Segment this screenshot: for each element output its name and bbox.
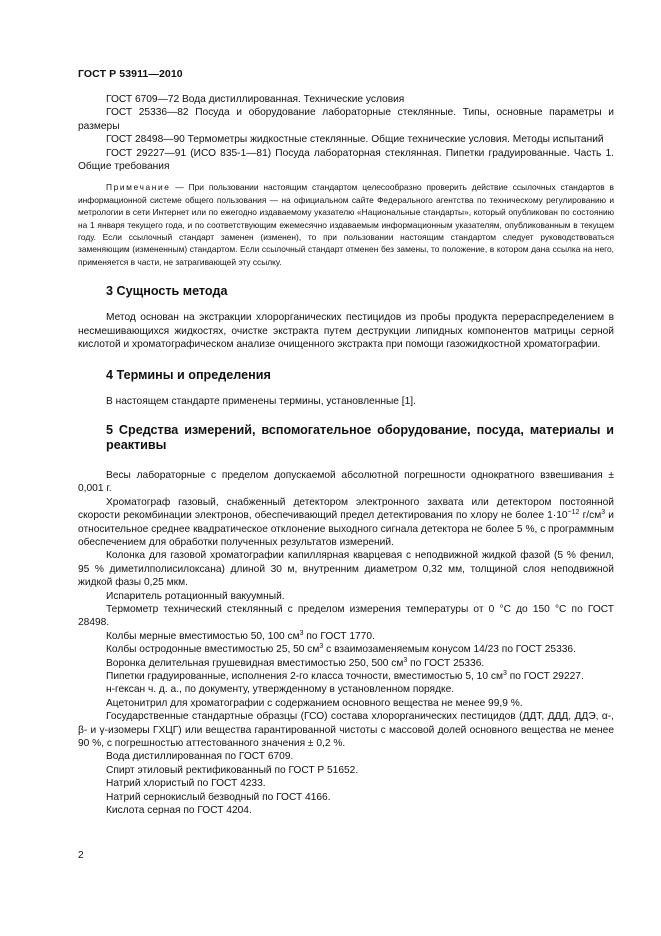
item-pipettes: Пипетки градуированные, исполнения 2-го класса точности, вместимостью 5, 10 $см^3$ по ГОСТ 29227. bbox=[106, 670, 584, 682]
item-thermometer: Термометр технический стеклянный с пределом измерения температуры от 0 °С до 150 °С по ГОСТ 28498. bbox=[78, 603, 614, 629]
item-gso: Государственные стандартные образцы (ГСО) состава хлорорганических пестицидов (ДДТ, ДДД, ДДЭ, α-, β- и γ-изомеры ГХЦГ) или вещества гарантированной чистоты с массовой долей основного вещества не менее 90 %, с погрешностью аттестованного значения ± 0,2 %. bbox=[78, 711, 614, 750]
item-scales: Весы лабораторные с пределом допускаемой абсолютной погрешности однократного взвешивания ± 0,001 г. bbox=[78, 469, 614, 495]
reference-item: ГОСТ 28498—90 Термометры жидкостные стеклянные. Общие технические условия. Методы испытаний bbox=[106, 134, 604, 146]
section-4-heading: 4 Термины и определения bbox=[106, 367, 271, 382]
reference-item: ГОСТ 29227—91 (ИСО 835-1—81) Посуда лабораторная стеклянная. Пипетки градуированные. Часть 1. Общие требования bbox=[78, 147, 614, 173]
page-number: 2 bbox=[78, 850, 84, 861]
note-label: Примечание bbox=[106, 182, 171, 193]
section-4-text: В настоящем стандарте применены термины, установленные [1]. bbox=[106, 395, 416, 407]
item-evaporator: Испаритель ротационный вакуумный. bbox=[106, 590, 285, 602]
item-column: Колонка для газовой хроматографии капиллярная кварцевая с неподвижной жидкой фазой (5 % фенил, 95 % диметилполисилоксана) длиной 30 м, внутренним диаметром 0,32 мм, толщиной слоя неподвижной жидкой фазы 0,25 мкм. bbox=[78, 550, 614, 589]
reference-item: ГОСТ 6709—72 Вода дистиллированная. Технические условия bbox=[106, 94, 405, 105]
item-hexane: н-гексан ч. д. а., по документу, утвержденному в установленном порядке. bbox=[106, 684, 455, 696]
item-volumetric-flasks: Колбы мерные вместимостью 50, 100 $см^3$ по ГОСТ 1770. bbox=[106, 629, 375, 642]
item-separatory-funnel: Воронка делительная грушевидная вместимостью 250, 500 $см^3$ по ГОСТ 25336. bbox=[106, 656, 485, 669]
item-nacl: Натрий хлористый по ГОСТ 4233. bbox=[106, 778, 266, 790]
item-conical-flasks: Колбы остродонные вместимостью 25, 50 $см^3$ с взаимозаменяемым конусом 14/23 по ГОСТ 25336. bbox=[106, 643, 576, 656]
document-body bbox=[78, 93, 614, 817]
note-text: — При пользовании настоящим стандартом целесообразно проверить действие ссылочных стандартов в информационной системе общего пользования — на официальном сайте Федерального агентства по техническому регулированию и метрологии в сети Интернет или по ежегодно издаваемому указателю «Национальные стандарты», который опубликован по состоянию на 1 января текущего года, и по соответствующим ежемесячно издаваемым информационным указателям, опубликованным в текущем году. Если ссылочный стандарт заменен (изменен), то при пользовании настоящим стандартом следует руководствоваться заменяющим (измененным) стандартом. Если ссылочный стандарт отменен без замены, то положение, в котором дана ссылка на него, применяется в части, не затрагивающей эту ссылку. bbox=[78, 182, 614, 267]
item-acetonitrile: Ацетонитрил для хроматографии с содержанием основного вещества не менее 99,9 %. bbox=[106, 697, 523, 709]
section-3-heading: 3 Сущность метода bbox=[106, 284, 228, 299]
note-paragraph bbox=[78, 181, 614, 268]
item-na2so4: Натрий сернокислый безводный по ГОСТ 4166. bbox=[106, 791, 331, 803]
item-h2so4: Кислота серная по ГОСТ 4204. bbox=[106, 805, 252, 817]
item-chromatograph: Хроматограф газовый, снабженный детектором электронного захвата или детектором постоянной скорости рекомбинации электронов, обеспечивающий предел детектирования по хлору не более $1\cdot 10^{-12}$ $г/см^3$ и относительное среднее квадратическое отклонение выходного сигнала детектора не более 5 %, с программным обеспечением для обработки полученных результатов измерений. bbox=[78, 496, 614, 548]
reference-item: ГОСТ 25336—82 Посуда и оборудование лабораторные стеклянные. Типы, основные параметры и размеры bbox=[78, 107, 614, 132]
section-5-heading: 5 Средства измерений, вспомогательное оборудование, посуда, материалы и реактивы bbox=[106, 422, 614, 452]
document-header: ГОСТ Р 53911—2010 bbox=[78, 68, 183, 80]
section-3-text: Метод основан на экстракции хлорорганических пестицидов из пробы продукта перераспределением в несмешивающихся жидкостях, очистке экстракта путем деструкции липидных компонентов матрицы серной кислотой и хроматографическом анализе очищенного экстракта при помощи газожидкостной хроматографии. bbox=[78, 312, 614, 351]
item-water: Вода дистиллированная по ГОСТ 6709. bbox=[106, 751, 294, 763]
item-ethanol: Спирт этиловый ректификованный по ГОСТ Р 51652. bbox=[106, 764, 359, 776]
